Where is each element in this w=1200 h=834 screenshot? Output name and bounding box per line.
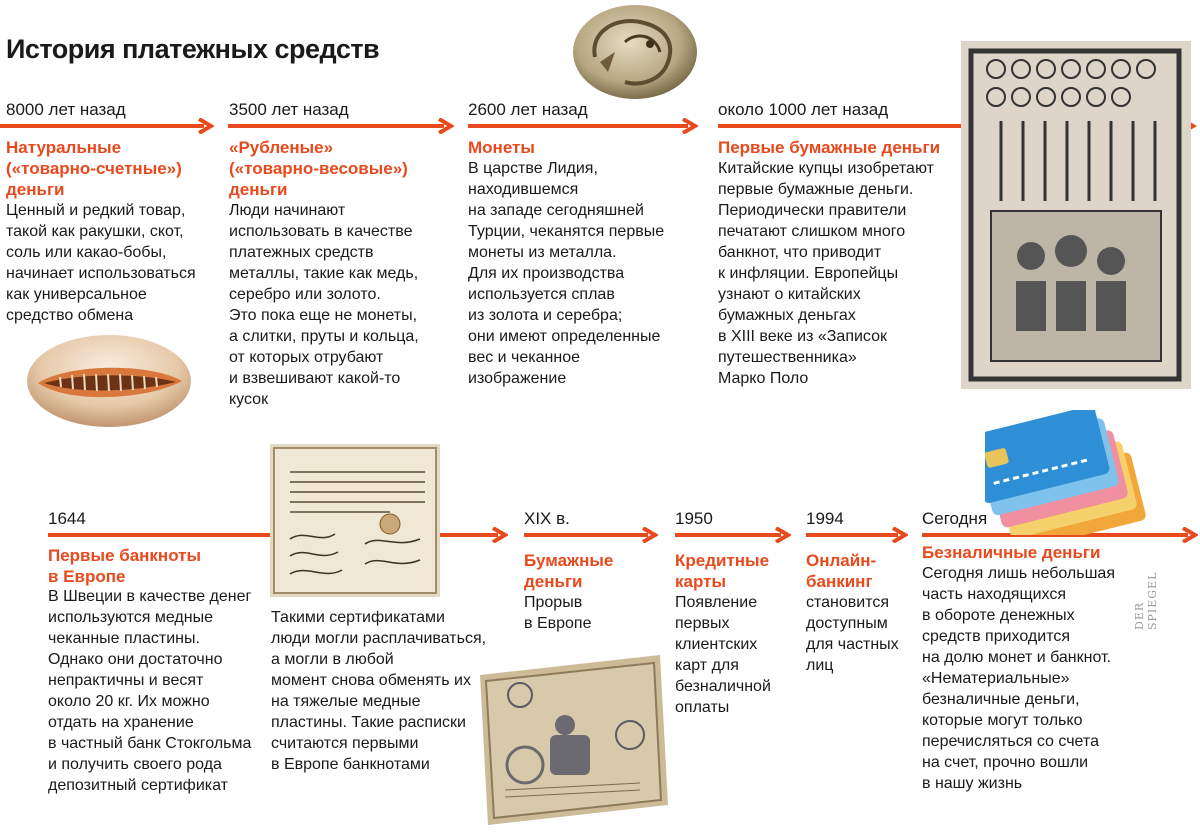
period-date: 1950 xyxy=(675,509,713,528)
period-body: Появление первых клиентских карт для безналичной оплаты xyxy=(675,594,771,716)
cowrie-shell-image xyxy=(20,325,198,435)
chinese-banknote-image xyxy=(961,41,1191,389)
paper-banknote-image xyxy=(470,655,670,825)
timeline-arrow xyxy=(675,527,791,543)
period-body: Люди начинают использовать в качестве платежных средств металлы, такие как медь, серебро или золото. Это пока еще не монеты, а слитки, пруты и кольца, от которых отрубают и взвешивают какой-то кусок xyxy=(229,202,419,408)
period-date: около 1000 лет назад xyxy=(718,100,889,119)
period-date: 1644 xyxy=(48,509,86,528)
period-date: 2600 лет назад xyxy=(468,100,588,119)
certificate-description: Такими сертификатами люди могли расплачиваться, а могли в любой момент снова обменять их на тяжелые медные пластины. Такие расписки считаются первыми в Европе банкнотами xyxy=(271,609,487,773)
timeline-arrow xyxy=(524,527,658,543)
period-date: 8000 лет назад xyxy=(6,100,126,119)
period-heading: Монеты xyxy=(468,138,535,157)
timeline-arrow xyxy=(468,118,698,134)
period-body: В царстве Лидия, находившемся на западе сегодняшней Турции, чеканятся первые монеты из металла. Для их производства используется сплав из золота и серебра; они имеют определенные вес и чеканное изображение xyxy=(468,160,665,387)
period-date: XIX в. xyxy=(524,509,570,528)
period-body: становится доступным для частных лиц xyxy=(806,594,899,674)
timeline-arrow xyxy=(806,527,908,543)
timeline-arrow xyxy=(0,118,214,134)
credit-cards-image xyxy=(985,410,1150,535)
period-heading: Бумажные деньги xyxy=(524,551,614,591)
period-heading: Кредитные карты xyxy=(675,551,770,591)
period-heading: Первые бумажные деньги xyxy=(718,138,941,157)
period-body: Прорыв в Европе xyxy=(524,594,592,632)
period-body: Сегодня лишь небольшая часть находящихся в обороте денежных средств приходится на долю монет и банкнот. «Нематериальные» безналичные деньги, которые могут только перечисляться со счета на счет, прочно вошли в нашу жизнь xyxy=(922,565,1115,792)
period-heading: Натуральные («товарно-счетные») деньги xyxy=(6,138,182,199)
lydian-coin-image xyxy=(570,2,700,102)
period-heading: «Рубленые» («товарно-весовые») деньги xyxy=(229,138,408,199)
period-body: В Швеции в качестве денег используются медные чеканные пластины. Однако они достаточно непрактичны и весят около 20 кг. Их можно отдать на хранение в частный банк Стокгольма и получить своего рода депозитный сертификат xyxy=(48,588,252,794)
period-date: 3500 лет назад xyxy=(229,100,349,119)
period-heading: Безналичные деньги xyxy=(922,543,1101,562)
timeline-arrow xyxy=(228,118,454,134)
period-date: Сегодня xyxy=(922,509,988,528)
period-heading: Онлайн- банкинг xyxy=(806,551,877,591)
source-credit: DER SPIEGEL xyxy=(1133,571,1159,630)
period-heading: Первые банкноты в Европе xyxy=(48,546,202,586)
period-body: Китайские купцы изобретают первые бумажные деньги. Периодически правители печатают слишком много банкнот, что приводит к инфляции. Европейцы узнают о китайских бумажных деньгах в XIII веке из «Записок путешественника» Марко Поло xyxy=(718,160,934,387)
page-title: История платежных средств xyxy=(6,34,380,64)
swedish-certificate-image xyxy=(270,444,440,597)
period-body: Ценный и редкий товар, такой как ракушки, скот, соль или какао-бобы, начинает использоваться как универсальное средство обмена xyxy=(6,202,196,324)
period-date: 1994 xyxy=(806,509,844,528)
